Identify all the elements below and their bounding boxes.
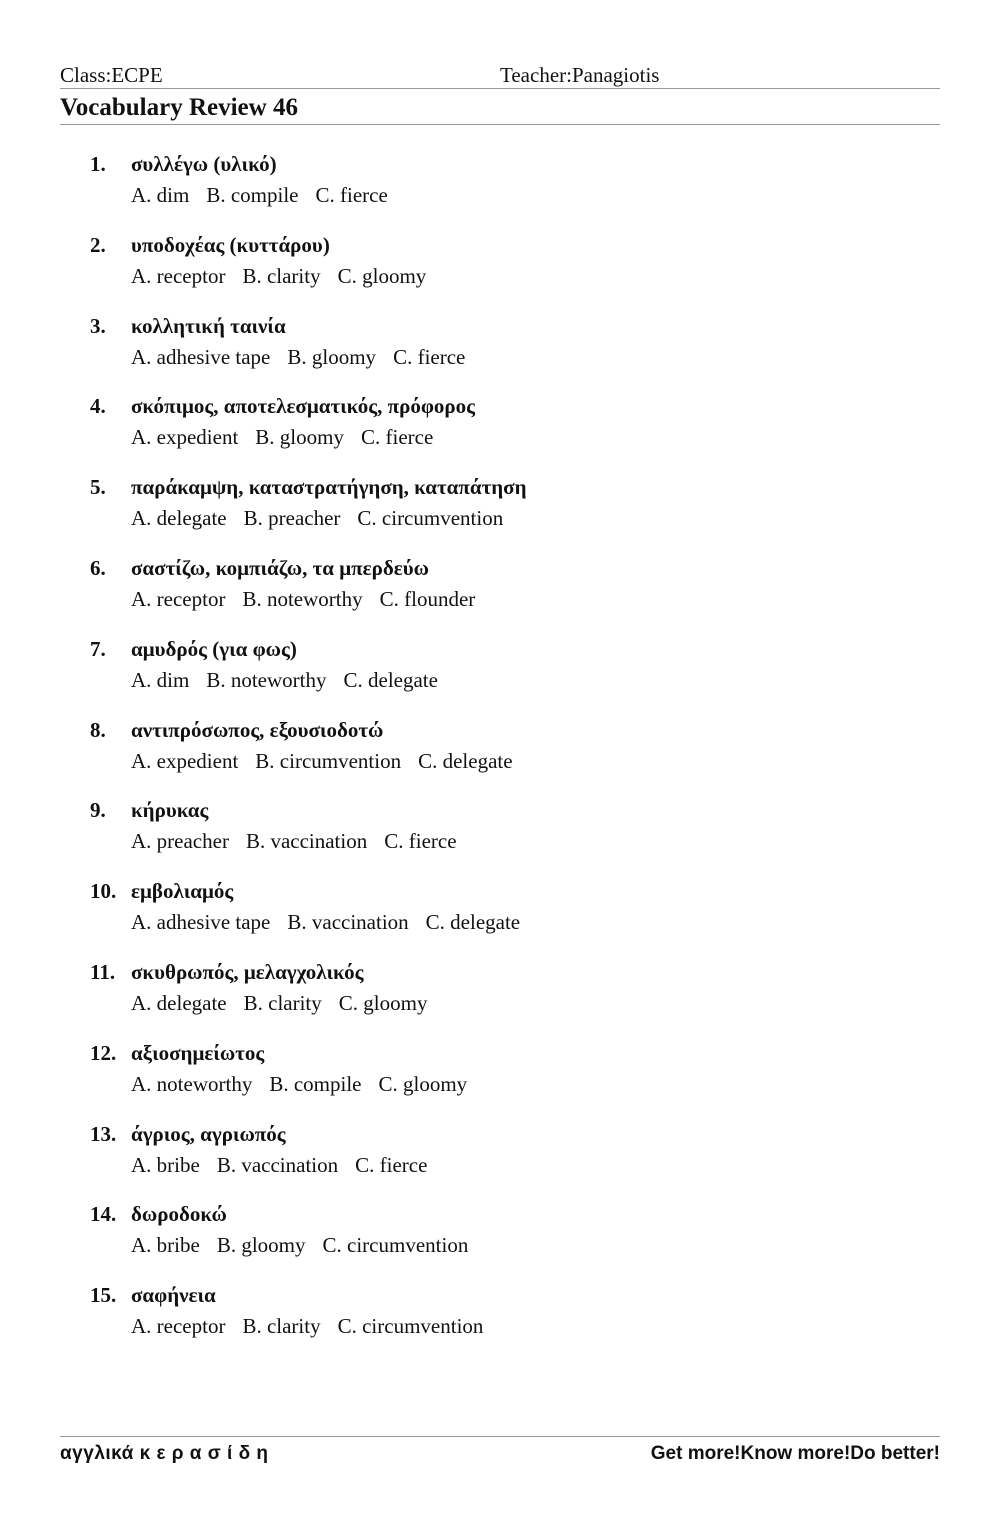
option-b[interactable]: B. compile [206,183,299,207]
question-prompt: σκυθρωπός, μελαγχολικός [131,959,364,984]
answer-options [131,181,405,209]
option-c[interactable]: C. fierce [393,344,466,369]
question-item [0,554,1000,635]
answer-options [131,343,482,371]
option-b[interactable]: B. clarity [243,990,322,1015]
page-title: Vocabulary Review 46 [60,94,298,121]
option-a[interactable]: A. dim [131,183,190,207]
question-item [0,1039,1000,1120]
question-item [0,473,1000,554]
option-c[interactable]: C. fierce [355,1152,428,1177]
question-prompt: δωροδοκώ [131,1202,227,1227]
answer-options [131,827,474,855]
option-b[interactable]: B. gloomy [287,344,377,369]
question-prompt: σαφήνεια [131,1283,216,1308]
option-a[interactable]: A. receptor [131,1314,226,1339]
option-c[interactable]: C. gloomy [338,990,428,1015]
option-a[interactable]: A. bribe [131,1233,200,1258]
option-a[interactable]: A. expedient [131,425,239,450]
option-c[interactable]: C. circumvention [337,1314,484,1339]
question-item [0,392,1000,473]
option-c[interactable]: C. circumvention [322,1233,469,1258]
question-number: 6. [90,555,106,580]
question-number: 9. [90,798,106,823]
option-c[interactable]: C. fierce [360,425,434,450]
question-number: 15. [90,1283,117,1308]
option-c[interactable]: C. fierce [315,183,388,207]
question-prompt: συλλέγω (υλικό) [131,152,277,176]
question-number: 8. [90,717,106,742]
answer-options [131,1231,485,1259]
question-item [0,1120,1000,1201]
option-b[interactable]: B. vaccination [287,910,409,935]
option-a[interactable]: A. bribe [131,1152,200,1177]
question-item [0,716,1000,797]
question-prompt: σκόπιμος, αποτελεσματικός, πρόφορος [131,394,476,419]
option-c[interactable]: C. circumvention [357,506,504,531]
option-a[interactable]: A. receptor [131,263,226,288]
teacher-label: Teacher:Panagiotis [500,63,660,87]
question-number: 13. [90,1121,117,1146]
option-c[interactable]: C. gloomy [337,263,427,288]
answer-options [131,1151,444,1179]
option-a[interactable]: A. preacher [131,829,229,854]
question-prompt: εμβολιαμός [131,879,234,904]
answer-options [131,908,537,936]
header-divider [60,88,940,89]
option-a[interactable]: A. receptor [131,586,226,611]
option-c[interactable]: C. flounder [379,586,476,611]
question-prompt: κήρυκας [131,798,209,823]
answer-options [131,585,492,613]
option-b[interactable]: B. compile [269,1071,362,1096]
option-a[interactable]: A. expedient [131,748,239,773]
option-b[interactable]: B. circumvention [255,748,402,773]
title-divider [60,124,940,125]
question-number: 12. [90,1040,117,1065]
option-a[interactable]: A. adhesive tape [131,910,271,935]
option-b[interactable]: B. clarity [242,263,321,288]
question-number: 5. [90,475,106,500]
question-item [0,796,1000,877]
answer-options [131,1312,500,1340]
answer-options [131,1070,484,1098]
option-c[interactable]: C. gloomy [378,1071,468,1096]
question-item [0,877,1000,958]
option-b[interactable]: B. vaccination [245,829,368,854]
option-b[interactable]: B. vaccination [216,1152,339,1177]
answer-options [131,989,444,1017]
option-b[interactable]: B. gloomy [255,425,344,450]
question-item [0,231,1000,312]
option-b[interactable]: B. noteworthy [206,667,327,692]
question-number: 7. [90,636,106,661]
option-a[interactable]: A. adhesive tape [131,344,271,369]
option-a[interactable]: A. delegate [131,506,227,531]
question-list [0,150,1000,1362]
answer-options [131,504,520,532]
question-number: 11. [90,959,116,984]
question-number: 14. [90,1202,117,1227]
option-c[interactable]: C. delegate [418,748,513,773]
question-item [0,958,1000,1039]
question-number: 10. [90,879,117,904]
question-prompt: παράκαμψη, καταστρατήγηση, καταπάτηση [131,475,527,500]
answer-options [131,666,455,694]
header [60,62,940,88]
question-prompt: αξιοσημείωτος [131,1040,265,1065]
question-number: 1. [90,152,106,176]
question-item [0,312,1000,393]
footer-divider [60,1436,940,1437]
question-prompt: σαστίζω, κομπιάζω, τα μπερδεύω [131,555,429,580]
question-number: 4. [90,394,106,419]
question-number: 2. [90,232,106,257]
question-prompt: υποδοχέας (κυττάρου) [131,232,330,257]
footer-slogan: Get more!Know more!Do better! [650,1443,940,1464]
answer-options [131,262,443,290]
option-b[interactable]: B. preacher [243,506,341,531]
option-b[interactable]: B. noteworthy [242,586,363,611]
question-prompt: αντιπρόσωπος, εξουσιοδοτώ [131,717,384,742]
question-prompt: αμυδρός (για φως) [131,636,297,661]
answer-options [131,747,530,775]
question-number: 3. [90,313,106,338]
footer-brand: αγγλικά κ ε ρ α σ ί δ η [60,1443,269,1464]
option-c[interactable]: C. fierce [384,829,457,854]
question-prompt: κολλητική ταινία [131,313,286,338]
question-item [0,635,1000,716]
option-c[interactable]: C. delegate [343,667,438,692]
option-c[interactable]: C. delegate [425,910,521,935]
option-a[interactable]: A. dim [131,667,190,692]
question-prompt: άγριος, αγριωπός [131,1121,286,1146]
class-label: Class:ECPE [60,63,163,87]
question-item [0,1200,1000,1281]
answer-options [131,423,450,451]
option-a[interactable]: A. delegate [131,990,227,1015]
option-b[interactable]: B. gloomy [216,1233,306,1258]
option-a[interactable]: A. noteworthy [131,1071,253,1096]
question-item [0,1281,1000,1362]
option-b[interactable]: B. clarity [242,1314,321,1339]
question-item [0,150,1000,231]
